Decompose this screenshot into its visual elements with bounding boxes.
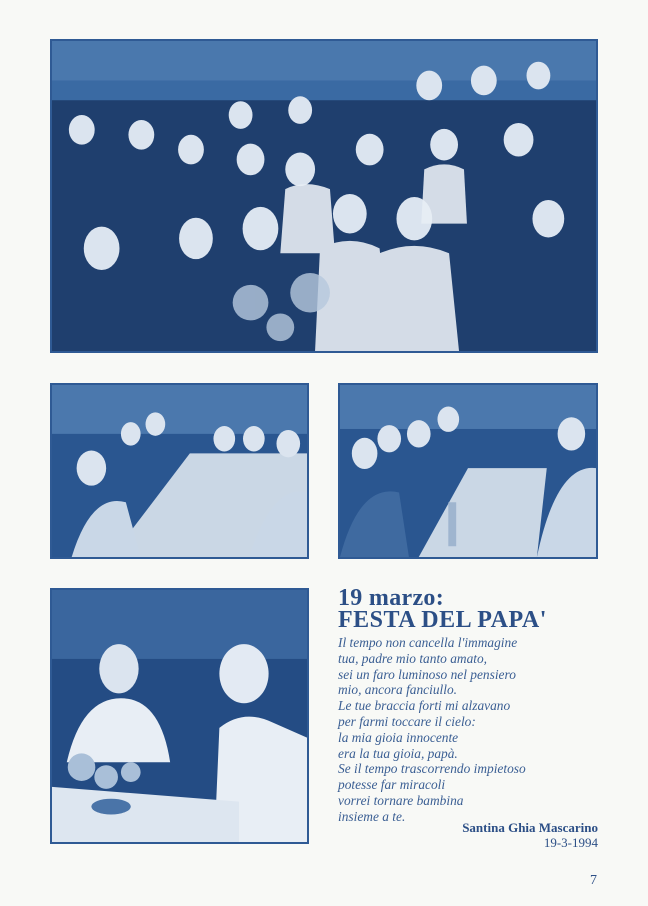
dinner-photo-right-image (340, 385, 596, 557)
poem-line: mio, ancora fanciullo. (338, 682, 458, 698)
poem-line: vorrei tornare bambina (338, 792, 464, 808)
poem (338, 635, 598, 825)
two-women-photo-image (52, 590, 307, 842)
poem-author: Santina Ghia Mascarino (462, 820, 598, 835)
poem-line: era la tua gioia, papà. (338, 745, 458, 761)
group-photo (50, 39, 598, 353)
page-number: 7 (590, 873, 597, 888)
poem-line: per farmi toccare il cielo: (338, 713, 476, 729)
poem-line: Se il tempo trascorrendo impietoso (338, 761, 526, 777)
group-photo-image (52, 41, 596, 351)
dinner-photo-left-image (52, 385, 307, 557)
poem-line: insieme a te. (338, 808, 406, 824)
poem-line: la mia gioia innocente (338, 729, 459, 745)
dinner-photo-left (50, 383, 309, 559)
two-women-photo (50, 588, 309, 844)
poem-line: Il tempo non cancella l'immagine (338, 635, 518, 650)
poem-line: potesse far miracoli (338, 777, 446, 793)
article-title-date: 19 marzo: (338, 585, 444, 611)
dinner-photo-right (338, 383, 598, 559)
poem-line: tua, padre mio tanto amato, (338, 650, 488, 666)
poem-line: Le tue braccia forti mi alzavano (338, 698, 511, 714)
poem-line: sei un faro luminoso nel pensiero (338, 666, 516, 682)
poem-date: 19-3-1994 (543, 835, 598, 850)
article-title: FESTA DEL PAPA' (338, 607, 547, 633)
